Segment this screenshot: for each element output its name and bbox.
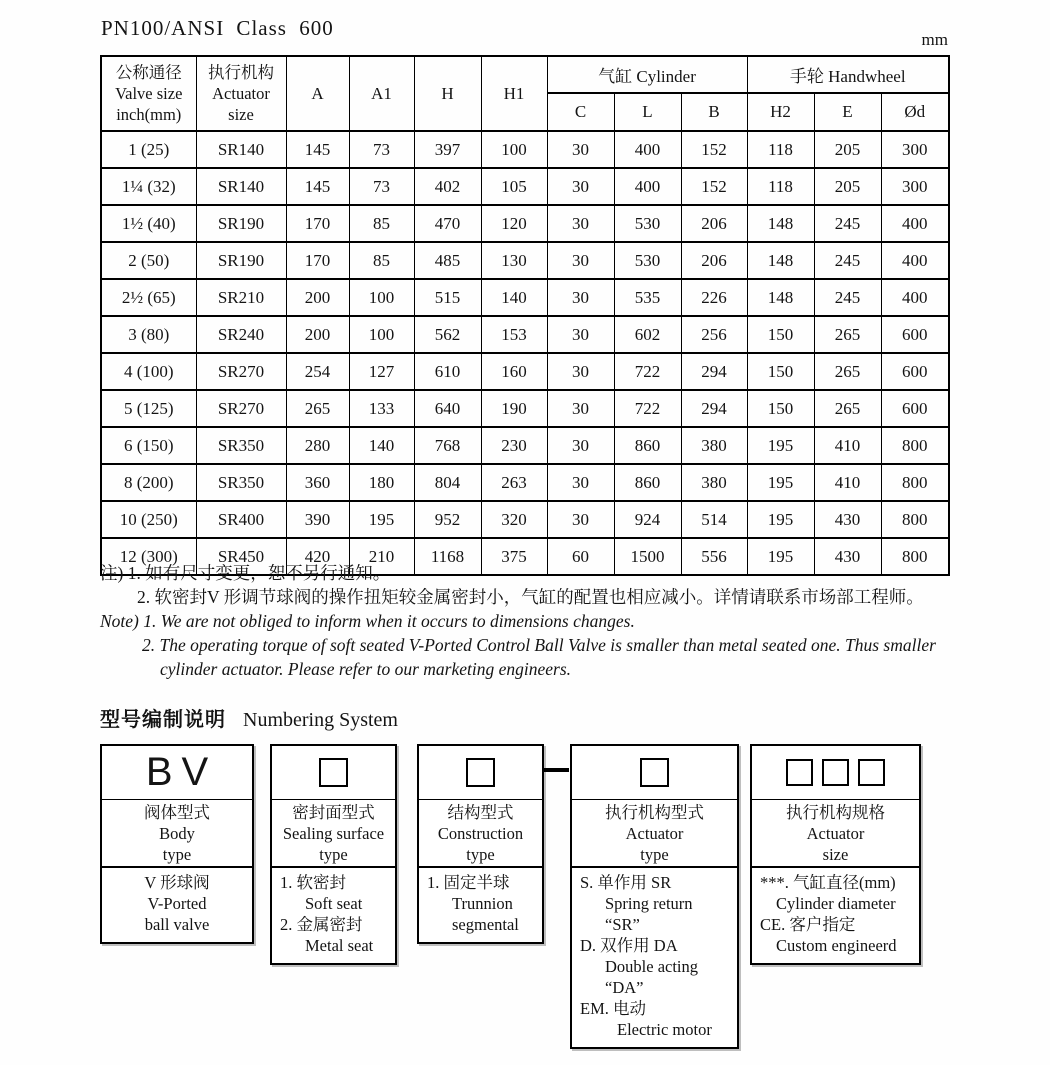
cell: 1½ (40)	[101, 205, 196, 242]
cell: SR190	[196, 205, 286, 242]
table-row	[101, 390, 949, 427]
box-content	[272, 868, 395, 963]
cell: 294	[681, 390, 747, 427]
cell: 400	[881, 205, 949, 242]
box-title-line: Actuator	[806, 823, 865, 843]
cell: 2 (50)	[101, 242, 196, 279]
box-content	[572, 868, 737, 1047]
text-line: D. 双作用 DA	[580, 936, 678, 955]
text-line: 2. The operating torque of soft seated V-Ported Control Ball Valve is smaller than metal seated one. Thus smaller	[142, 635, 936, 655]
cell: 230	[481, 427, 547, 464]
cell: 390	[286, 501, 349, 538]
cell: 380	[681, 464, 747, 501]
cell: 152	[681, 168, 747, 205]
code-cell	[272, 746, 395, 800]
dimension-table-body	[101, 131, 949, 575]
cell: 190	[481, 390, 547, 427]
cell: 860	[614, 464, 681, 501]
text-line: 2. 金属密封	[280, 915, 363, 934]
header-line: 公称通径	[115, 63, 182, 82]
table-row	[101, 353, 949, 390]
cell: 195	[747, 464, 814, 501]
table-row	[101, 316, 949, 353]
cell: 200	[286, 316, 349, 353]
col-header-E: E	[814, 93, 881, 131]
cell: 265	[814, 353, 881, 390]
col-header-L: L	[614, 93, 681, 131]
box-title-line: type	[640, 844, 669, 864]
cell: 148	[747, 279, 814, 316]
col-header-H2: H2	[747, 93, 814, 131]
cell: 2½ (65)	[101, 279, 196, 316]
box-actuator-type	[570, 744, 739, 1049]
cell: SR400	[196, 501, 286, 538]
cell: 127	[349, 353, 414, 390]
text-line: “SR”	[605, 915, 640, 934]
cell: 100	[349, 316, 414, 353]
header-line: inch(mm)	[116, 105, 182, 124]
cell: 170	[286, 205, 349, 242]
cell: 924	[614, 501, 681, 538]
cell: 420	[286, 538, 349, 575]
header-line: size	[228, 105, 254, 124]
text-line: cylinder actuator. Please refer to our marketing engineers.	[160, 659, 572, 679]
cell: 600	[881, 390, 949, 427]
cell: SR190	[196, 242, 286, 279]
notes-chinese	[100, 561, 990, 609]
cell: SR270	[196, 390, 286, 427]
cell: 60	[547, 538, 614, 575]
text-line: Trunnion	[452, 894, 513, 913]
cell: 402	[414, 168, 481, 205]
text-line: Spring return	[605, 894, 693, 913]
cell: 210	[349, 538, 414, 575]
text-line: “DA”	[605, 978, 644, 997]
cell: 245	[814, 242, 881, 279]
cell: 610	[414, 353, 481, 390]
cell: 152	[681, 131, 747, 168]
box-title-line: 阀体型式	[144, 802, 210, 822]
code-cell	[572, 746, 737, 800]
cell: 400	[881, 242, 949, 279]
box-title-line: Sealing surface	[282, 823, 385, 843]
cell: 515	[414, 279, 481, 316]
col-group-cylinder: 气缸 Cylinder	[547, 56, 747, 93]
cell: 73	[349, 168, 414, 205]
table-row	[101, 279, 949, 316]
cell: 148	[747, 205, 814, 242]
table-row	[101, 427, 949, 464]
cell: 30	[547, 242, 614, 279]
cell: 118	[747, 131, 814, 168]
box-actuator-size	[750, 744, 921, 965]
cell: 245	[814, 205, 881, 242]
cell: 85	[349, 205, 414, 242]
cell: 600	[881, 353, 949, 390]
cell: 180	[349, 464, 414, 501]
box-title-line: 执行机构规格	[786, 802, 885, 822]
cell: 3 (80)	[101, 316, 196, 353]
cell: 145	[286, 131, 349, 168]
text-line: V 形球阀	[144, 873, 210, 892]
cell: SR350	[196, 427, 286, 464]
cell: 430	[814, 538, 881, 575]
box-title-line: type	[162, 844, 192, 864]
cell: SR210	[196, 279, 286, 316]
cell: 100	[481, 131, 547, 168]
cell: 205	[814, 131, 881, 168]
cell: 1 (25)	[101, 131, 196, 168]
cell: 265	[814, 390, 881, 427]
cell: 1168	[414, 538, 481, 575]
cell: 150	[747, 316, 814, 353]
text-line: ball valve	[144, 915, 210, 934]
cell: 800	[881, 464, 949, 501]
col-header-Od: Ød	[881, 93, 949, 131]
cell: 30	[547, 205, 614, 242]
box-title	[419, 800, 542, 868]
box-title	[102, 800, 252, 868]
cell: 800	[881, 501, 949, 538]
text-line: EM. 电动	[580, 999, 646, 1018]
code-placeholder-square	[319, 758, 348, 787]
cell: 160	[481, 353, 547, 390]
cell: SR450	[196, 538, 286, 575]
box-title	[272, 800, 395, 868]
cell: 562	[414, 316, 481, 353]
box-title-line: Body	[159, 823, 195, 843]
text-line: Double acting	[605, 957, 699, 976]
text-line: 1. 软密封	[280, 873, 346, 892]
cell: 300	[881, 131, 949, 168]
cell: 245	[814, 279, 881, 316]
code-cell	[752, 746, 919, 800]
cell: 530	[614, 205, 681, 242]
cell: 195	[747, 538, 814, 575]
col-header-H1: H1	[481, 56, 547, 131]
code-placeholder-square	[786, 759, 813, 786]
cell: 400	[614, 168, 681, 205]
cell: 100	[349, 279, 414, 316]
dimension-table	[100, 55, 950, 576]
box-content	[419, 868, 542, 942]
text-line: S. 单作用 SR	[580, 873, 672, 892]
cell: 265	[286, 390, 349, 427]
numbering-diagram	[100, 744, 960, 1056]
text-line: Soft seat	[305, 894, 363, 913]
table-row	[101, 464, 949, 501]
cell: 360	[286, 464, 349, 501]
cell: SR240	[196, 316, 286, 353]
table-row	[101, 131, 949, 168]
cell: 195	[349, 501, 414, 538]
code-cell	[102, 746, 252, 800]
cell: 485	[414, 242, 481, 279]
cell: 145	[286, 168, 349, 205]
cell: 10 (250)	[101, 501, 196, 538]
model-number-dash	[544, 768, 569, 772]
text-line: Cylinder diameter	[776, 894, 896, 913]
cell: 430	[814, 501, 881, 538]
cell: 254	[286, 353, 349, 390]
code-placeholder-square	[466, 758, 495, 787]
cell: 600	[881, 316, 949, 353]
box-title-line: 执行机构型式	[605, 802, 704, 822]
cell: 30	[547, 168, 614, 205]
cell: 30	[547, 279, 614, 316]
cell: 952	[414, 501, 481, 538]
code-placeholder-square	[822, 759, 849, 786]
cell: 226	[681, 279, 747, 316]
cell: 263	[481, 464, 547, 501]
cell: 195	[747, 501, 814, 538]
cell: SR270	[196, 353, 286, 390]
text-line: 2. 软密封V 形调节球阀的操作扭矩较金属密封小，气缸的配置也相应减小。详情请联系市场部工程师。	[137, 587, 924, 607]
cell: 804	[414, 464, 481, 501]
text-line: segmental	[452, 915, 519, 934]
cell: 120	[481, 205, 547, 242]
cell: 860	[614, 427, 681, 464]
text-line: Custom engineerd	[776, 936, 897, 955]
cell: 170	[286, 242, 349, 279]
box-title-line: 结构型式	[447, 802, 514, 822]
cell: SR140	[196, 168, 286, 205]
cell: 30	[547, 427, 614, 464]
cell: 140	[481, 279, 547, 316]
cell: 400	[614, 131, 681, 168]
cell: 280	[286, 427, 349, 464]
text-line: Electric motor	[617, 1020, 712, 1039]
cell: 5 (125)	[101, 390, 196, 427]
header-line: Valve size	[115, 84, 183, 103]
code-text: BV	[145, 750, 218, 794]
col-group-handwheel: 手轮 Handwheel	[747, 56, 949, 93]
cell: 30	[547, 353, 614, 390]
box-body-type	[100, 744, 254, 944]
cell: 294	[681, 353, 747, 390]
cell: 150	[747, 390, 814, 427]
cell: SR350	[196, 464, 286, 501]
cell: 30	[547, 131, 614, 168]
cell: 722	[614, 353, 681, 390]
cell: 397	[414, 131, 481, 168]
cell: 410	[814, 464, 881, 501]
box-title-line: size	[822, 844, 849, 864]
cell: 140	[349, 427, 414, 464]
heading-english: Numbering System	[243, 709, 398, 731]
cell: 800	[881, 427, 949, 464]
cell: 30	[547, 464, 614, 501]
cell: 133	[349, 390, 414, 427]
cell: 380	[681, 427, 747, 464]
cell: 265	[814, 316, 881, 353]
text-line: 1. 固定半球	[427, 873, 510, 892]
code-placeholder-square	[640, 758, 669, 787]
cell: 535	[614, 279, 681, 316]
box-title-line: type	[466, 844, 495, 864]
cell: 602	[614, 316, 681, 353]
cell: 1¼ (32)	[101, 168, 196, 205]
cell: 8 (200)	[101, 464, 196, 501]
box-content	[102, 868, 252, 942]
cell: 514	[681, 501, 747, 538]
cell: 205	[814, 168, 881, 205]
cell: 153	[481, 316, 547, 353]
col-header-C: C	[547, 93, 614, 131]
heading-chinese: 型号编制说明	[100, 709, 226, 731]
cell: 206	[681, 205, 747, 242]
box-title-line: type	[319, 844, 348, 864]
cell: 410	[814, 427, 881, 464]
cell: 130	[481, 242, 547, 279]
cell: 200	[286, 279, 349, 316]
text-line: V-Ported	[147, 894, 207, 913]
cell: 30	[547, 390, 614, 427]
box-title-line: 密封面型式	[292, 802, 375, 822]
cell: 4 (100)	[101, 353, 196, 390]
col-header-valve-size	[101, 56, 196, 131]
table-row	[101, 501, 949, 538]
text-line: Note) 1. We are not obliged to inform when it occurs to dimensions changes.	[100, 611, 635, 631]
cell: 400	[881, 279, 949, 316]
table-row	[101, 168, 949, 205]
cell: 640	[414, 390, 481, 427]
text-line: ***. 气缸直径(mm)	[760, 873, 896, 892]
notes	[100, 561, 990, 681]
cell: 530	[614, 242, 681, 279]
cell: 148	[747, 242, 814, 279]
cell: 300	[881, 168, 949, 205]
table-row	[101, 205, 949, 242]
cell: 30	[547, 501, 614, 538]
numbering-system-heading	[100, 703, 398, 732]
header-line: 执行机构	[208, 63, 274, 82]
cell: SR140	[196, 131, 286, 168]
cell: 206	[681, 242, 747, 279]
text-line: Metal seat	[305, 936, 374, 955]
cell: 256	[681, 316, 747, 353]
table-row	[101, 242, 949, 279]
units-label: mm	[921, 30, 948, 49]
cell: 470	[414, 205, 481, 242]
cell: 800	[881, 538, 949, 575]
cell: 375	[481, 538, 547, 575]
cell: 30	[547, 316, 614, 353]
cell: 1500	[614, 538, 681, 575]
box-title-line: Actuator	[625, 823, 684, 843]
col-header-B: B	[681, 93, 747, 131]
code-placeholder-square	[858, 759, 885, 786]
box-content	[752, 868, 919, 963]
cell: 195	[747, 427, 814, 464]
text-line: CE. 客户指定	[760, 915, 856, 934]
notes-english	[100, 609, 990, 681]
header-line: Actuator	[212, 84, 270, 103]
cell: 105	[481, 168, 547, 205]
cell: 150	[747, 353, 814, 390]
page-title: PN100/ANSI Class 600	[101, 16, 334, 40]
col-header-H: H	[414, 56, 481, 131]
box-title	[752, 800, 919, 868]
cell: 556	[681, 538, 747, 575]
code-cell	[419, 746, 542, 800]
box-title	[572, 800, 737, 868]
cell: 320	[481, 501, 547, 538]
box-sealing-surface-type	[270, 744, 397, 965]
cell: 722	[614, 390, 681, 427]
cell: 85	[349, 242, 414, 279]
col-header-A1: A1	[349, 56, 414, 131]
box-construction-type	[417, 744, 544, 944]
cell: 12 (300)	[101, 538, 196, 575]
cell: 73	[349, 131, 414, 168]
cell: 118	[747, 168, 814, 205]
cell: 768	[414, 427, 481, 464]
col-header-A: A	[286, 56, 349, 131]
text-line: 注) 1. 如有尺寸变更，恕不另行通知。	[100, 563, 391, 583]
cell: 6 (150)	[101, 427, 196, 464]
col-header-actuator-size	[196, 56, 286, 131]
box-title-line: Construction	[437, 823, 524, 843]
